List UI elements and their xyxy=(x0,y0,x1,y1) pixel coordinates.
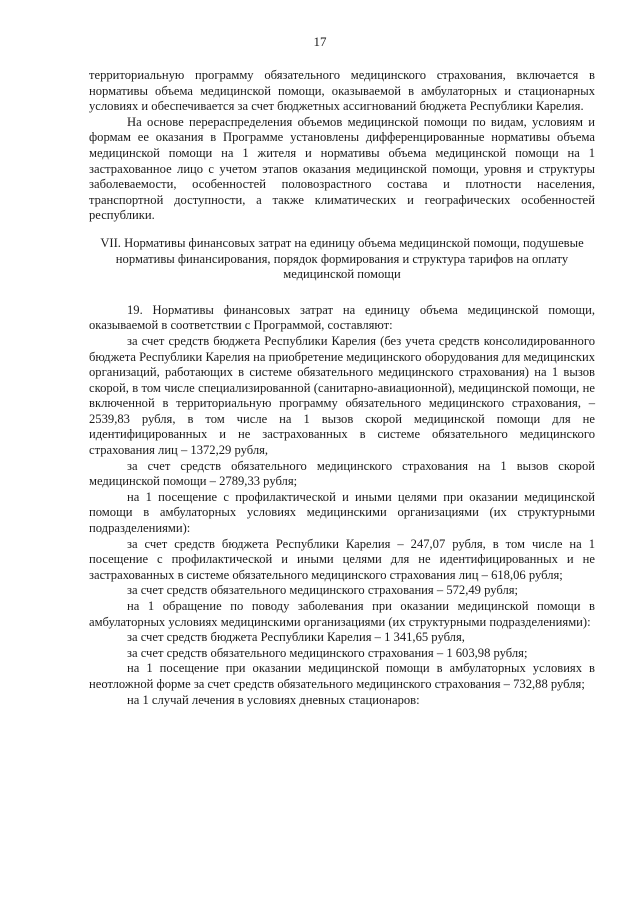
paragraph-continuation: территориальную программу обязательного медицинского страхования, включается в нормативы объема медицинской помощи, оказываемой в амбулаторных и стационарных условиях и обеспечивается за счет бюджетных ассигнований бюджета Республики Карелия. xyxy=(89,68,595,114)
paragraph-emergency-budget: за счет средств бюджета Республики Карелия (без учета средств консолидированного бюджета Республики Карелия на приобретение медицинского оборудования для медицинских организаций, работающих в системе обязательного медицинского страхования) на 1 вызов скорой, в том числе специализированной (санитарно-авиационной), медицинской помощи, не включенной в территориальную программу обязательного медицинского страхования, – 2539,83 рубля, в том числе на 1 вызов скорой медицинской помощи для не идентифицированных и не застрахованных в системе обязательного медицинского страхования лиц – 1372,29 рубля, xyxy=(89,333,595,458)
paragraph-visit-prophylactic: на 1 посещение с профилактической и иными целями при оказании медицинской помощи в амбулаторных условиях медицинскими организациями (их структурными подразделениями): xyxy=(89,489,595,536)
paragraph-appeal-budget: за счет средств бюджета Республики Карелия – 1 341,65 рубля, xyxy=(127,630,465,645)
paragraph-emergency-oms: за счет средств обязательного медицинского страхования на 1 вызов скорой медицинской помощи – 2789,33 рубля; xyxy=(89,458,595,489)
paragraph-appeal: на 1 обращение по поводу заболевания при оказании медицинской помощи в амбулаторных условиях медицинскими организациями (их структурными подразделениями): xyxy=(89,599,595,629)
paragraph-urgent-visit: на 1 посещение при оказании медицинской помощи в амбулаторных условиях в неотложной форме за счет средств обязательного медицинского страхования – 732,88 рубля; xyxy=(89,661,595,691)
paragraph-redistribution: На основе перераспределения объемов медицинской помощи по видам, условиям и формам ее оказания в Программе установлены дифференцированные нормативы объема медицинской помощи на 1 жителя и нормативы объема медицинской помощи на 1 застрахованное лицо с учетом этапов оказания медицинской помощи, уровня и структуры заболеваемости, особенностей половозрастного состава и плотности населения, транспортной доступности, а также климатических и географических особенностей республики. xyxy=(89,114,595,223)
paragraph-visit-oms: за счет средств обязательного медицинского страхования – 572,49 рубля; xyxy=(127,583,519,598)
paragraph-day-hospital: на 1 случай лечения в условиях дневных стационаров: xyxy=(127,692,420,707)
document-body xyxy=(89,68,595,708)
paragraph-item-19: 19. Нормативы финансовых затрат на единицу объема медицинской помощи, оказываемой в соответствии с Программой, составляют: xyxy=(89,302,595,333)
section-heading: VII. Нормативы финансовых затрат на единицу объема медицинской помощи, подушевые нормативы финансирования, порядок формирования и структура тарифов на оплату медицинской помощи xyxy=(100,235,584,282)
page-number: 17 xyxy=(313,34,327,49)
paragraph-visit-budget: за счет средств бюджета Республики Карелия – 247,07 рубля, в том числе на 1 посещение с профилактической и иными целями для не идентифицированных и не застрахованных в системе обязательного медицинского страхования лиц – 618,06 рубля; xyxy=(89,536,595,582)
paragraph-appeal-oms: за счет средств обязательного медицинского страхования – 1 603,98 рубля; xyxy=(127,645,528,660)
